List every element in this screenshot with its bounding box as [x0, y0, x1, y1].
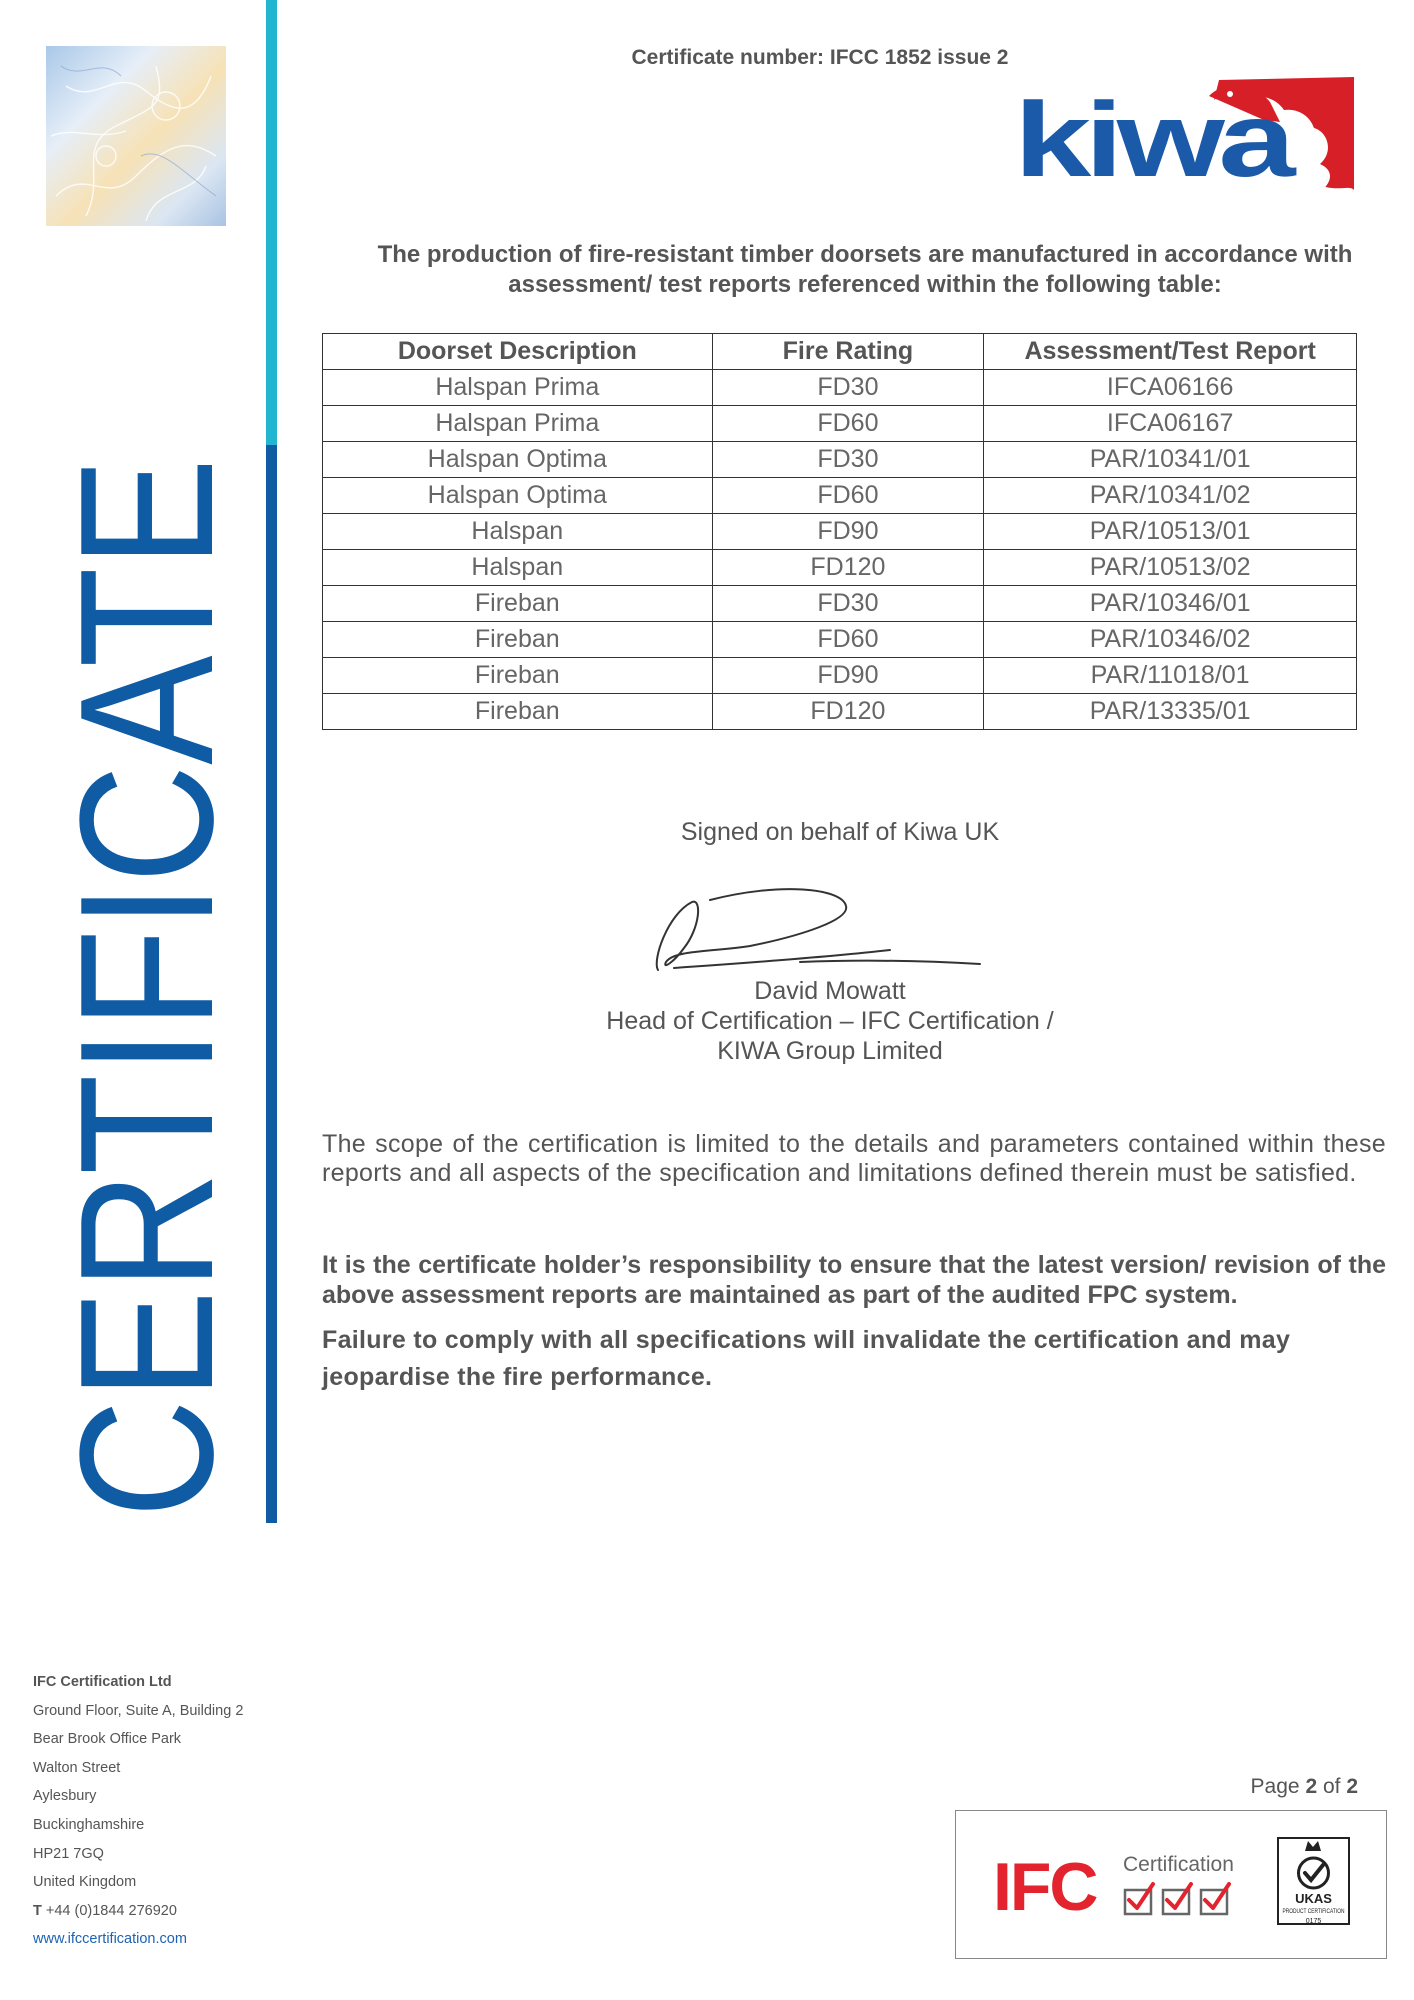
signatory-title: Head of Certification – IFC Certification / — [606, 1007, 1054, 1035]
address-line: United Kingdom — [33, 1874, 137, 1891]
phone-line — [33, 1897, 353, 1926]
doorset-description-cell: Fireban — [323, 658, 713, 694]
address-line: Ground Floor, Suite A, Building 2 — [33, 1702, 244, 1719]
fire-rating-cell: FD30 — [712, 586, 984, 622]
table-row — [323, 586, 1357, 622]
table-row — [323, 658, 1357, 694]
report-cell: PAR/13335/01 — [984, 694, 1357, 730]
phone-label: T — [33, 1902, 42, 1919]
doorset-description-cell: Halspan — [323, 550, 713, 586]
table-row — [323, 370, 1357, 406]
intro-statement: The production of fire-resistant timber doorsets are manufactured in accordance with assessment/ test reports referenced within the following table: — [377, 241, 1353, 298]
kiwa-logo-text: kiwa — [1014, 81, 1297, 199]
ukas-text: UKAS — [1295, 1891, 1332, 1906]
report-cell: PAR/10341/01 — [984, 442, 1357, 478]
ifc-certification-label: Certification — [1123, 1853, 1234, 1876]
fire-rating-cell: FD60 — [712, 478, 984, 514]
address-line: Bear Brook Office Park — [33, 1731, 182, 1748]
report-cell: IFCA06167 — [984, 406, 1357, 442]
report-cell: PAR/11018/01 — [984, 658, 1357, 694]
report-cell: IFCA06166 — [984, 370, 1357, 406]
address-line: Buckinghamshire — [33, 1816, 145, 1833]
table-row — [323, 550, 1357, 586]
page-current: 2 — [1305, 1775, 1318, 1798]
doorset-description-cell: Halspan — [323, 514, 713, 550]
fire-rating-cell: FD90 — [712, 514, 984, 550]
signatory-name: David Mowatt — [754, 977, 906, 1005]
page-number — [1200, 1775, 1358, 1799]
checkbox-ticks-icon — [1123, 1880, 1233, 1916]
kiwa-logo — [1014, 72, 1364, 202]
doorset-description-cell: Halspan Optima — [323, 478, 713, 514]
doorset-description-cell: Halspan Prima — [323, 370, 713, 406]
doorset-description-cell: Fireban — [323, 586, 713, 622]
fire-rating-cell: FD30 — [712, 442, 984, 478]
responsibility-paragraph: It is the certificate holder’s responsibility to ensure that the latest version/ revision of the above assessment reports are maintained as part of the audited FPC system. — [322, 1251, 1386, 1309]
report-cell: PAR/10346/01 — [984, 586, 1357, 622]
address-line: Walton Street — [33, 1759, 121, 1776]
fire-rating-cell: FD60 — [712, 622, 984, 658]
ifc-logo-mark: IFC — [993, 1849, 1097, 1925]
table-row — [323, 442, 1357, 478]
report-cell: PAR/10513/01 — [984, 514, 1357, 550]
page-total: 2 — [1346, 1775, 1358, 1798]
failure-warning-paragraph: Failure to comply with all specifications will invalidate the certification and may jeopardise the fire performance. — [322, 1326, 1291, 1391]
fire-rating-cell: FD90 — [712, 658, 984, 694]
report-cell: PAR/10513/02 — [984, 550, 1357, 586]
column-header-doorset-description: Doorset Description — [323, 334, 713, 370]
address-line: Aylesbury — [33, 1788, 97, 1805]
page-prefix: Page — [1250, 1775, 1306, 1798]
signatory-block — [520, 976, 1140, 1066]
doorset-description-cell: Fireban — [323, 622, 713, 658]
doorset-description-cell: Halspan Optima — [323, 442, 713, 478]
company-address — [33, 1668, 353, 1954]
doorset-table — [322, 333, 1357, 730]
column-header-assessment-report: Assessment/Test Report — [984, 334, 1357, 370]
report-cell: PAR/10341/02 — [984, 478, 1357, 514]
table-row — [323, 514, 1357, 550]
phone-number: +44 (0)1844 276920 — [45, 1902, 177, 1919]
address-line: HP21 7GQ — [33, 1845, 104, 1862]
handwritten-signature — [650, 880, 990, 980]
table-row — [323, 406, 1357, 442]
fire-rating-cell: FD60 — [712, 406, 984, 442]
website-link[interactable]: www.ifccertification.com — [33, 1931, 187, 1948]
certificate-word: CERTIFICATE — [41, 289, 253, 1518]
table-row — [323, 622, 1357, 658]
table-row — [323, 694, 1357, 730]
table-header-row — [323, 334, 1357, 370]
fire-rating-cell: FD120 — [712, 550, 984, 586]
company-name: IFC Certification Ltd — [33, 1674, 172, 1690]
vertical-accent-bar-blue — [266, 445, 277, 1523]
ornament-icon — [46, 46, 226, 226]
page-of: of — [1317, 1775, 1347, 1798]
certificate-vertical-title — [32, 289, 253, 1528]
signatory-organisation: KIWA Group Limited — [717, 1037, 943, 1065]
ukas-number: 0175 — [1305, 1918, 1322, 1925]
report-cell: PAR/10346/02 — [984, 622, 1357, 658]
certificate-number: Certificate number: IFCC 1852 issue 2 — [631, 46, 1009, 69]
doorset-description-cell: Fireban — [323, 694, 713, 730]
signed-on-behalf-text: Signed on behalf of Kiwa UK — [680, 818, 1000, 846]
column-header-fire-rating: Fire Rating — [712, 334, 984, 370]
fire-rating-cell: FD120 — [712, 694, 984, 730]
scope-paragraph: The scope of the certification is limited to the details and parameters contained within these reports and all aspects of the specification and limitations defined therein must be satisfied. — [322, 1130, 1386, 1187]
fire-rating-cell: FD30 — [712, 370, 984, 406]
vertical-accent-bar-cyan — [266, 0, 277, 445]
ukas-subtext: PRODUCT CERTIFICATION — [1282, 1909, 1345, 1915]
ukas-accreditation-badge — [1277, 1837, 1350, 1929]
decorative-thumbnail-image — [46, 46, 226, 226]
table-row — [323, 478, 1357, 514]
doorset-description-cell: Halspan Prima — [323, 406, 713, 442]
